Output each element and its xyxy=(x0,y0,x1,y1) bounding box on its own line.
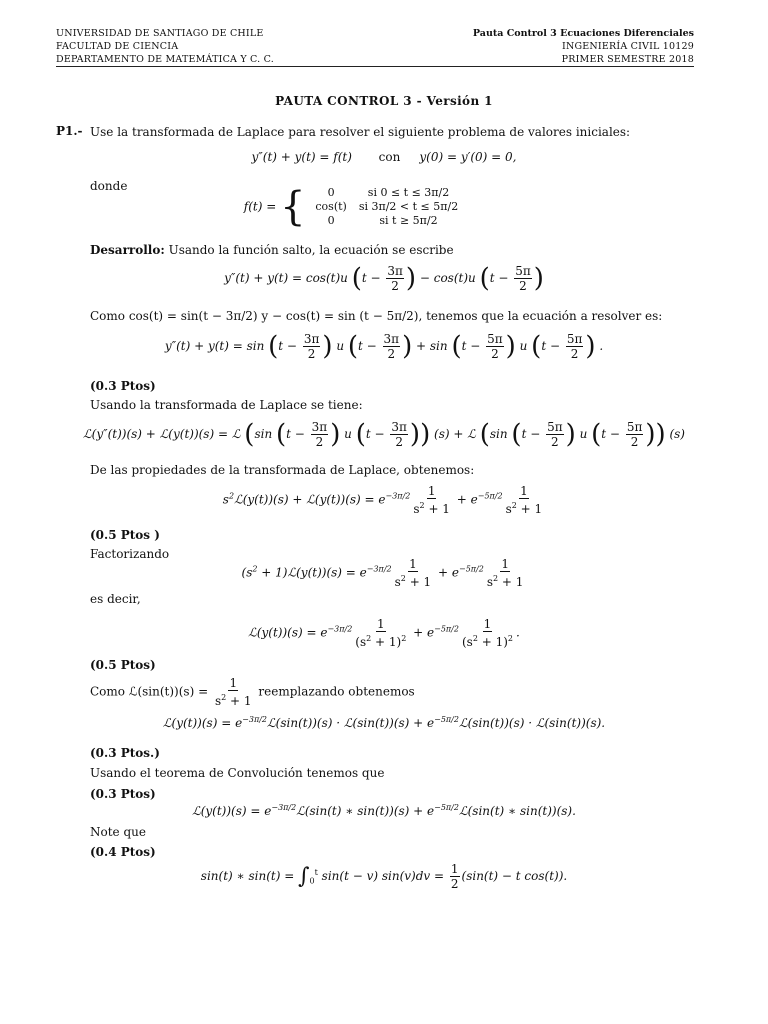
semester-label: PRIMER SEMESTRE 2018 xyxy=(561,54,694,65)
esdecir-text: es decir, xyxy=(90,592,141,606)
points-3: (0.5 Ptos) xyxy=(90,658,156,672)
points-6: (0.4 Ptos) xyxy=(90,845,156,859)
points-2: (0.5 Ptos ) xyxy=(90,528,160,542)
header-rule xyxy=(56,66,694,67)
document-title: PAUTA CONTROL 3 - Versión 1 xyxy=(275,94,493,108)
donde-label: donde xyxy=(90,179,128,193)
problem-statement: Use la transformada de Laplace para resolver el siguiente problema de valores iniciales: xyxy=(90,125,631,139)
course-title: Pauta Control 3 Ecuaciones Diferenciales xyxy=(472,28,694,39)
equation-product: ℒ(y(t))(s) = $e^{-3\pi/2}ℒ(\sin(t))(s)$ · ℒ(sin(t))(s) + $e^{-5\pi/2}ℒ(\sin(t))(s)$ · ℒ(sin(t))(s). xyxy=(162,715,606,730)
equation-step-function: y″(t) + y(t) = cos(t)u (t − $\frac{3\pi}{2}$ ) − cos(t)u (t − $\frac{5\pi}{2}$ ) xyxy=(224,263,544,294)
note-text: Note que xyxy=(90,825,146,839)
equation-Y: ℒ(y(t))(s) = $e^{-3\pi/2}$ $\frac{1}{(s^2 + 1)^2}$ + $e^{-5\pi/2}$ $\frac{1}{(s^2 + 1)^2}$ . xyxy=(248,617,520,649)
equation-laplace: ℒ(y″(t))(s) + ℒ(y(t))(s) = ℒ (sin (t − $\frac{3\pi}{2}$ ) u (t − $\frac{3\pi}{2}$ )) (s) + ℒ (sin (t − $\frac{5\pi}{2}$ ) u (t − $\frac{5\pi}{2}$ )) (s) xyxy=(83,419,685,450)
desarrollo-label: Desarrollo: xyxy=(90,243,165,257)
points-4: (0.3 Ptos.) xyxy=(90,746,160,760)
problem-label: P1.- xyxy=(56,124,83,138)
equation-ivp: y″(t) + y(t) = f(t) con y(0) = y′(0) = 0, xyxy=(251,150,517,164)
page-header xyxy=(56,27,694,66)
equation-piecewise: f(t) = { 0 si 0 ≤ t ≤ 3π/2 cos(t) si 3π/2 < t ≤ 5π/2 0 si t ≥ 5π/2 xyxy=(243,184,459,230)
equation-convolution: ℒ(y(t))(s) = $e^{-3\pi/2}ℒ(\sin(t)$ ∗ $\sin(t))(s) + e^{-5\pi/2}ℒ(\sin(t)$ ∗ sin(t))(s). xyxy=(192,803,576,818)
como2-line: Como ℒ(sin(t))(s) = $\frac{1}{s^2 + 1}$ reemplazando obtenemos xyxy=(90,676,415,708)
equation-sin-form: y″(t) + y(t) = sin (t − $\frac{3\pi}{2}$ ) u (t − $\frac{3\pi}{2}$ ) + sin (t − $\frac{5\pi}{2}$ ) u (t − $\frac{5\pi}{2}$ ) . xyxy=(164,331,604,362)
como2-post: reemplazando obtenemos xyxy=(254,684,415,699)
desarrollo-line xyxy=(90,242,454,258)
como2-pre: Como ℒ(sin(t))(s) = xyxy=(90,684,209,699)
equation-factor: ($s^2$ + 1)ℒ(y(t))(s) = $e^{-3\pi/2}$ $\frac{1}{s^2 + 1}$ + $e^{-5\pi/2}$ $\frac{1}{s^2 + 1}$ xyxy=(241,557,524,589)
desarrollo-text: Usando la función salto, la ecuación se escribe xyxy=(164,243,454,257)
points-1: (0.3 Ptos) xyxy=(90,379,156,393)
points-5: (0.3 Ptos) xyxy=(90,787,156,801)
conv-text: Usando el teorema de Convolución tenemos que xyxy=(90,766,385,780)
factor-text: Factorizando xyxy=(90,547,170,561)
laplace-text: Usando la transformada de Laplace se tiene: xyxy=(90,398,363,412)
department-name: DEPARTAMENTO DE MATEMÁTICA Y C. C. xyxy=(56,54,274,65)
como-text: Como cos(t) = sin(t − 3π/2) y − cos(t) = sin (t − 5π/2), tenemos que la ecuación a resolver es: xyxy=(90,309,663,323)
university-name: UNIVERSIDAD DE SANTIAGO DE CHILE xyxy=(56,28,264,39)
equation-integral: sin(t) ∗ $\sin(t) = \int_0^t$ sin(t − v) sin(v)dv = $\frac{1}{2}$ (sin(t) − t cos(t)). xyxy=(200,862,568,891)
props-text: De las propiedades de la transformada de Laplace, obtenemos: xyxy=(90,463,475,477)
equation-props: $s^2ℒ(y(t))(s)$ + ℒ(y(t))(s) = $e^{-3\pi/2}$ $\frac{1}{s^2 + 1}$ + $e^{-5\pi/2}$ $\frac{1}{s^2 + 1}$ xyxy=(222,484,543,516)
program-name: INGENIERÍA CIVIL 10129 xyxy=(562,41,694,52)
faculty-name: FACULTAD DE CIENCIA xyxy=(56,41,179,52)
